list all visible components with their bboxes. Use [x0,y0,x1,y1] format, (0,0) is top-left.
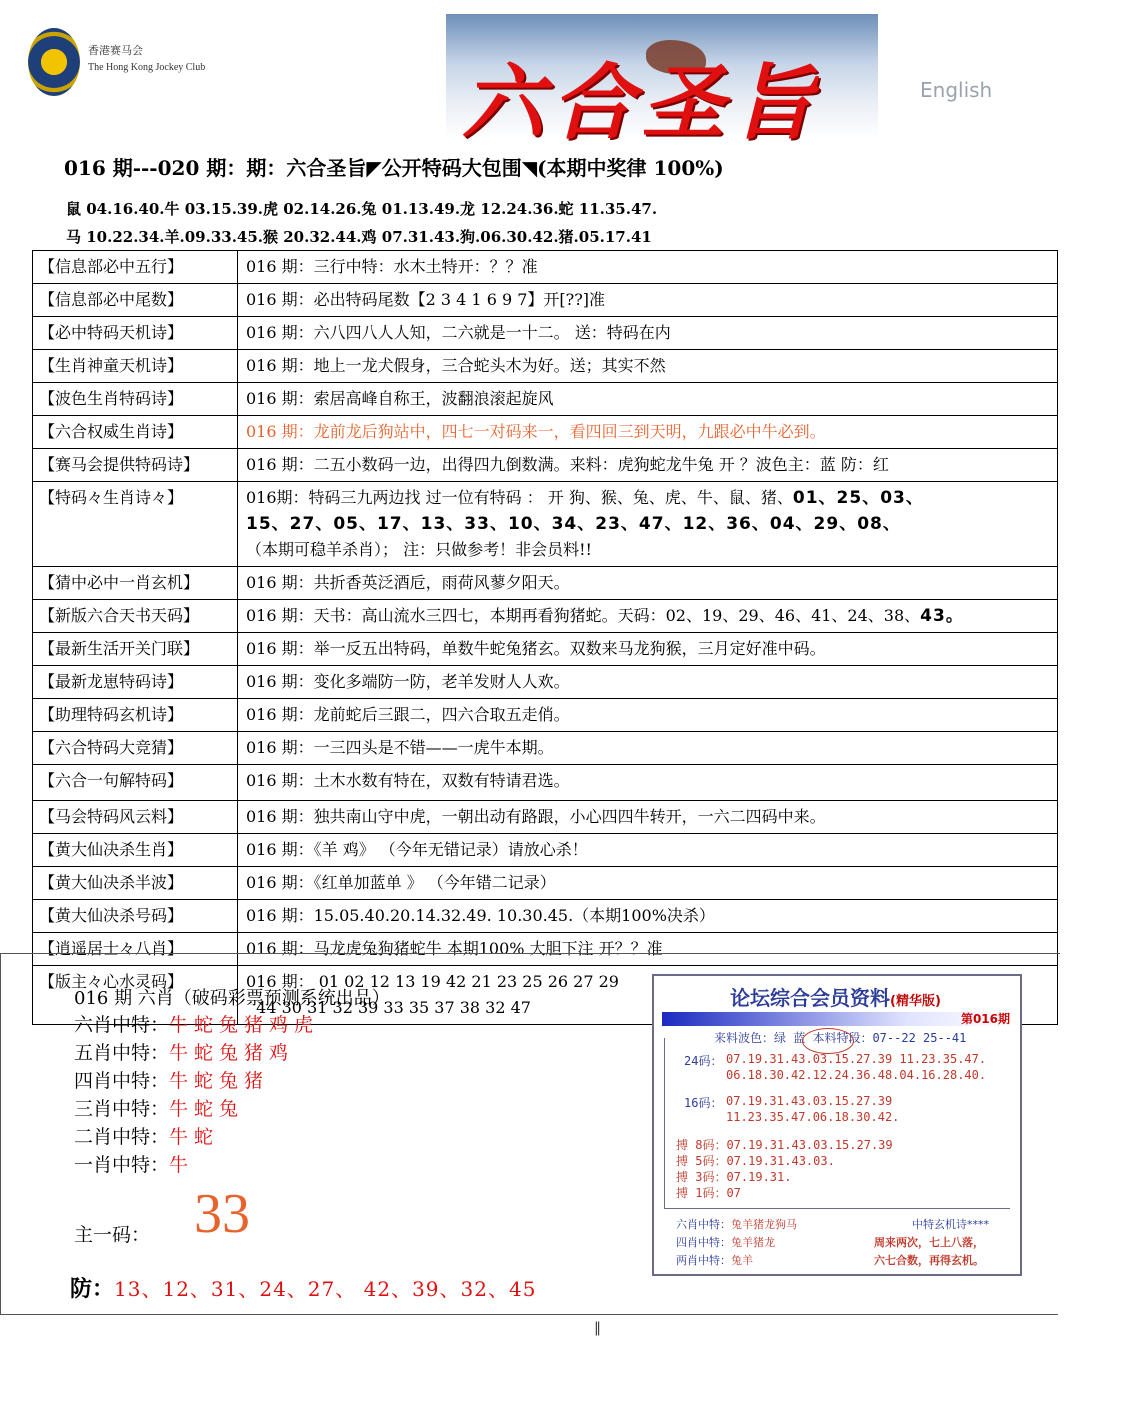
table-row [33,933,1058,966]
row-value [238,482,1058,567]
row-label: 【逍遥居士々八肖】 [33,933,238,966]
row-label: 【最新龙崽特码诗】 [33,666,238,699]
table-row [33,383,1058,416]
row-label: 【赛马会提供特码诗】 [33,449,238,482]
row-label: 【黄大仙决杀生肖】 [33,834,238,867]
zodiac-numbers-line-2: 马 10.22.34.羊.09.33.45.猴 20.32.44.鸡 07.31.43.狗.06.30.42.猪.05.17.41 [66,228,652,246]
row-value-note: （本期可稳羊杀肖）； 注：只做参考！非会员料!! [246,540,592,559]
card-edition: (精华版) [890,994,941,1009]
text-cursor-icon: ‖ [594,1320,601,1336]
defense-label: 防： [70,1276,115,1302]
table-row [33,900,1058,933]
row-value-text: 016 期：天书：高山流水三四七，本期再看狗猪蛇。天码：02、19、29、46、41、24、38、 [246,606,921,625]
card-f3-value: 兔羊 [731,1254,753,1267]
card-bet-5: 搏 5码：07.19.31.43.03. [676,1154,835,1168]
row-value: 016 期：举一反五出特码，单数牛蛇兔猪玄。双数来马龙狗猴，三月定好准中码。 [238,633,1058,666]
card-f2 [676,1234,775,1250]
four-zodiac-row [74,1066,269,1093]
table-row [33,317,1058,350]
card-circle-mark [802,1028,854,1054]
english-link[interactable]: English [920,78,993,102]
four-zodiac-label: 四肖中特： [74,1070,170,1092]
row-value: 016 期：三行中特：水木土特开：？？准 [238,251,1058,284]
table-row [33,765,1058,801]
row-value: 016 期：土木水数有特在，双数有特请君选。 [238,765,1058,801]
prediction-table [32,250,1058,1025]
card-16-line-1: 07.19.31.43.03.15.27.39 [726,1094,893,1108]
row-label: 【波色生肖特码诗】 [33,383,238,416]
row-label: 【六合特码大竞猜】 [33,732,238,765]
row-value: 016 期：马龙虎兔狗猪蛇牛 本期100% 大胆下注 开？？准 [238,933,1058,966]
table-row [33,732,1058,765]
card-poem-line-2: 六七合数，再得玄机。 [874,1254,984,1267]
row-value: 016 期：《红单加蓝单 》 （今年错二记录） [238,867,1058,900]
row-label: 【新版六合天书天码】 [33,600,238,633]
row-value-text: 016 期： 01 02 12 13 19 42 21 23 25 26 27 29 [246,972,619,991]
table-row [33,482,1058,567]
card-16-line-2: 11.23.35.47.06.18.30.42. [726,1110,900,1124]
six-zodiac-label: 六肖中特： [74,1014,170,1036]
row-value-numbers: 44 30 31 32 39 33 35 37 38 32 47 [256,998,531,1017]
three-zodiac-label: 三肖中特： [74,1098,170,1120]
card-issue: 第016期 [960,1012,1010,1026]
table-row [33,600,1058,633]
row-label: 【助理特码玄机诗】 [33,699,238,732]
row-label: 【必中特码天机诗】 [33,317,238,350]
table-row [33,449,1058,482]
card-title-bar [662,1012,1012,1026]
card-16-label: 16码： [684,1096,723,1110]
six-zodiac-title: 016 期 六肖（破码彩票预测系统出品） [74,988,390,1009]
row-label: 【特码々生肖诗々】 [33,482,238,567]
logo-english-name: The Hong Kong Jockey Club [88,62,206,73]
six-zodiac-value: 牛蛇兔猪鸡虎 [169,1014,320,1036]
row-value-numbers: 01、25、03、 [792,488,924,508]
table-row [33,284,1058,317]
row-value: 016 期：一三四头是不错——一虎牛本期。 [238,732,1058,765]
row-value: 016 期：索居高峰自称王，波翻浪滚起旋风 [238,383,1058,416]
row-label: 【六合权威生肖诗】 [33,416,238,449]
jockey-club-logo [24,22,224,102]
table-row [33,567,1058,600]
section-divider [0,953,1060,954]
card-poem-title: 中特玄机诗**** [912,1218,989,1231]
row-label: 【黄大仙决杀号码】 [33,900,238,933]
main-number-label: 主一码： [74,1224,151,1246]
card-f2-value: 兔羊猪龙 [731,1236,775,1249]
row-value-numbers: 15、27、05、17、13、33、10、34、23、47、12、36、04、29、08、 [246,514,901,534]
row-value: 016 期：15.05.40.20.14.32.49. 10.30.45.（本期100%决杀） [238,900,1058,933]
row-value: 016 期：独共南山守中虎，一朝出动有路跟，小心四四牛转开，一六二四码中来。 [238,801,1058,834]
card-divider [664,1208,1010,1209]
defense-numbers [70,1272,536,1303]
row-value: 016 期：龙前龙后狗站中，四七一对码来一，看四回三到天明，九跟必中牛必到。 [238,416,1058,449]
five-zodiac-label: 五肖中特： [74,1042,170,1064]
card-f2-label: 四肖中特： [676,1236,731,1249]
defense-values: 13、12、31、24、27、 42、39、32、45 [114,1277,537,1301]
card-f1-label: 六肖中特： [676,1218,731,1231]
card-left-rule [664,1038,665,1208]
three-zodiac-row [74,1094,244,1121]
two-zodiac-row [74,1122,219,1149]
card-title [730,982,941,1011]
row-value [238,600,1058,633]
card-24-line-1: 07.19.31.43.03.15.27.39 11.23.35.47. [726,1052,987,1066]
zodiac-numbers-line-1: 鼠 04.16.40.牛 03.15.39.虎 02.14.26.兔 01.13.49.龙 12.24.36.蛇 11.35.47. [66,200,658,218]
row-value: 016 期：地上一龙犬假身，三合蛇头木为好。送；其实不然 [238,350,1058,383]
row-label: 【信息部必中尾数】 [33,284,238,317]
five-zodiac-value: 牛蛇兔猪鸡 [169,1042,295,1064]
logo-chinese-name: 香港赛马会 [88,44,143,57]
one-zodiac-row [74,1150,194,1177]
one-zodiac-label: 一肖中特： [74,1154,170,1176]
table-row [33,699,1058,732]
row-value-numbers: 43。 [920,606,964,626]
row-value: 016 期：龙前蛇后三跟二，四六合取五走俏。 [238,699,1058,732]
card-bet-8: 搏 8码：07.19.31.43.03.15.27.39 [676,1138,893,1152]
row-value: 016 期：变化多端防一防，老羊发财人人欢。 [238,666,1058,699]
table-row [33,867,1058,900]
table-row [33,350,1058,383]
row-label: 【生肖神童天机诗】 [33,350,238,383]
table-row [33,633,1058,666]
row-label: 【六合一句解特码】 [33,765,238,801]
table-row [33,666,1058,699]
row-value: 016 期：必出特码尾数【2 3 4 1 6 9 7】开[??]准 [238,284,1058,317]
card-f3-label: 两肖中特： [676,1254,731,1267]
row-label: 【猜中必中一肖玄机】 [33,567,238,600]
forum-member-card [652,974,1022,1276]
banner-title: 六合圣旨 [462,56,822,151]
table-row [33,801,1058,834]
four-zodiac-value: 牛蛇兔猪 [169,1070,270,1092]
main-number: 33 [194,1183,250,1245]
row-label: 【最新生活开关门联】 [33,633,238,666]
card-title-text: 论坛综合会员资料 [730,986,890,1010]
card-bet-1: 搏 1码：07 [676,1186,741,1200]
page-headline: 016 期---020 期：期：六合圣旨◤公开特码大包围◥(本期中奖律 100%) [64,156,724,180]
card-header-line: 来料波色：绿 蓝 本料特段：07--22 25--41 [714,1031,967,1045]
card-f3 [676,1252,753,1268]
page-end-rule [0,1314,1058,1315]
card-f1 [676,1216,797,1232]
jockey-club-emblem-icon [28,28,80,96]
card-24-line-2: 06.18.30.42.12.24.36.48.04.16.28.40. [726,1068,987,1082]
row-value: 016 期：六八四八人人知，二六就是一十二。 送：特码在内 [238,317,1058,350]
row-label: 【信息部必中五行】 [33,251,238,284]
row-value: 016 期：《羊 鸡》 （今年无错记录）请放心杀！ [238,834,1058,867]
six-zodiac-row [74,1010,319,1037]
card-poem-line-1: 周来两次，七上八落， [874,1236,984,1249]
three-zodiac-value: 牛蛇兔 [169,1098,245,1120]
two-zodiac-label: 二肖中特： [74,1126,170,1148]
table-row [33,251,1058,284]
row-value: 016 期：共折香英泛酒卮，雨荷风蓼夕阳天。 [238,567,1058,600]
row-label: 【黄大仙决杀半波】 [33,867,238,900]
table-row [33,834,1058,867]
card-bet-3: 搏 3码：07.19.31. [676,1170,792,1184]
card-f1-value: 兔羊猪龙狗马 [731,1218,797,1231]
five-zodiac-row [74,1038,294,1065]
two-zodiac-value: 牛蛇 [169,1126,220,1148]
row-label: 【版主々心水灵码】 [33,966,238,1025]
section-left-rule [0,953,1,1315]
row-value-text: 016期：特码三九两边找 过一位有特码 ： 开 狗、猴、兔、虎、牛、鼠、猪、 [246,488,793,507]
row-label: 【马会特码风云料】 [33,801,238,834]
table-row [33,416,1058,449]
one-zodiac-value: 牛 [169,1154,195,1176]
card-24-label: 24码： [684,1054,723,1068]
row-value: 016 期：二五小数码一边，出得四九倒数满。来料：虎狗蛇龙牛兔 开 ？波色主：蓝 防：红 [238,449,1058,482]
